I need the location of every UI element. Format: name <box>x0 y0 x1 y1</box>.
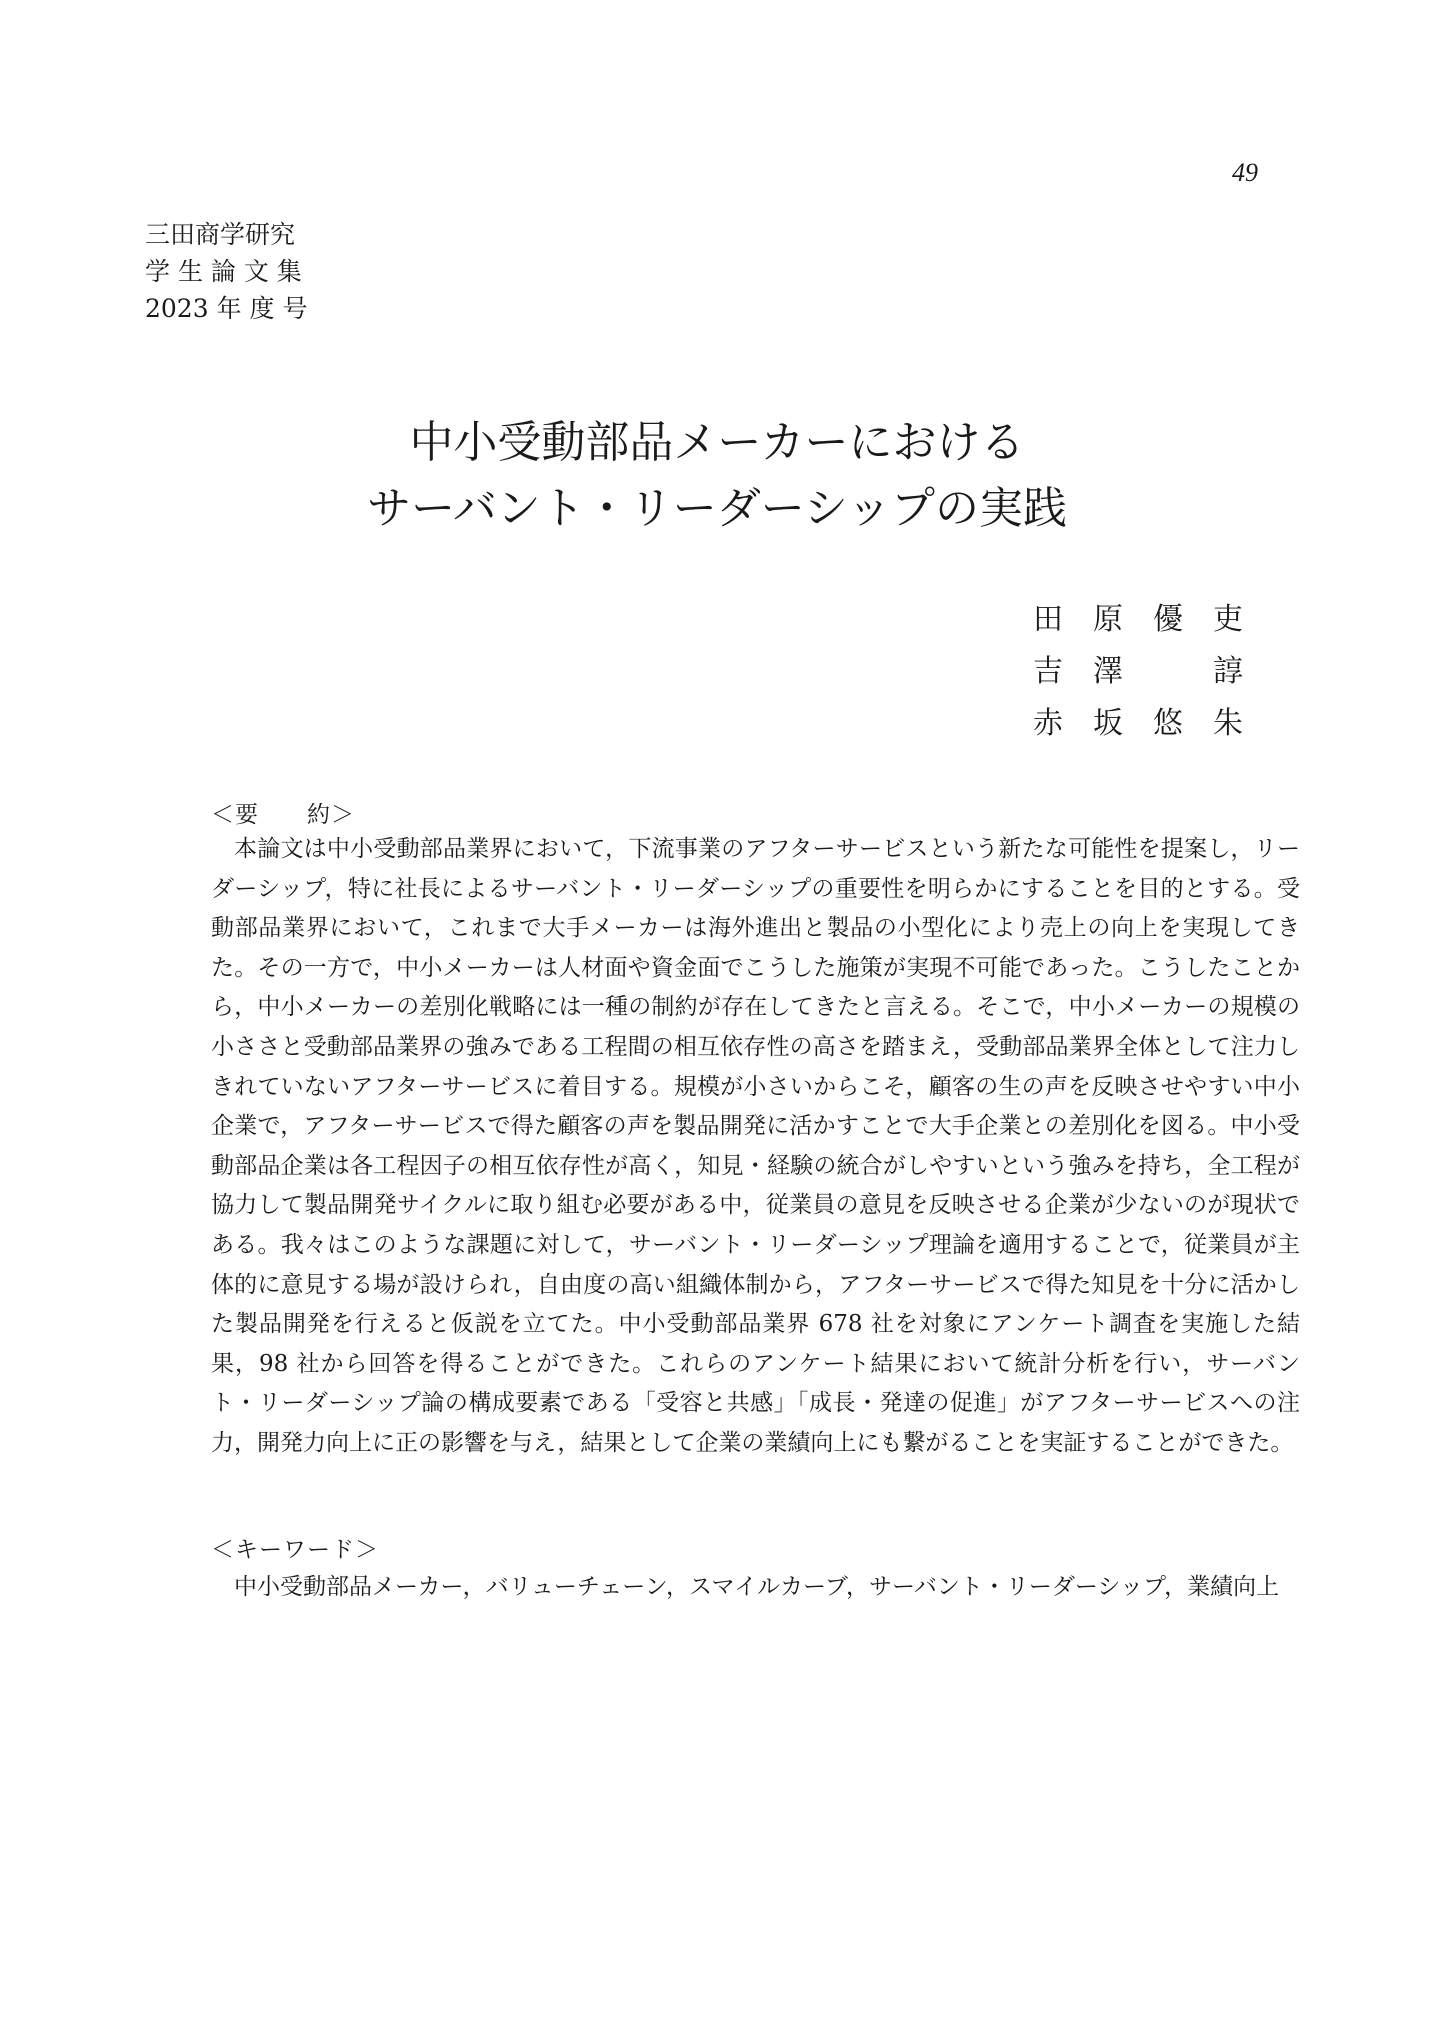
author-char: 赤 <box>1033 706 1063 741</box>
author-char: 澤 <box>1093 654 1123 689</box>
author-char <box>1138 646 1198 698</box>
author-2 <box>1018 646 1258 698</box>
keywords-heading: ＜キーワード＞ <box>211 1537 379 1563</box>
abstract-body: 本論文は中小受動部品業界において，下流事業のアフターサービスという新たな可能性を提案し，リーダーシップ，特に社長によるサーバント・リーダーシップの重要性を明らかにすることを目的とする。受動部品業界において，これまで大手メーカーは海外進出と製品の小型化により売上の向上を実現してきた。その一方で，中小メーカーは人材面や資金面でこうした施策が実現不可能であった。こうしたことから，中小メーカーの差別化戦略には一種の制約が存在してきたと言える。そこで，中小メーカーの規模の小ささと受動部品業界の強みである工程間の相互依存性の高さを踏まえ，受動部品業界全体として注力しきれていないアフターサービスに着目する。規模が小さいからこそ，顧客の生の声を反映させやすい中小企業で，アフターサービスで得た顧客の声を製品開発に活かすことで大手企業との差別化を図る。中小受動部品企業は各工程因子の相互依存性が高く，知見・経験の統合がしやすいという強みを持ち，全工程が協力して製品開発サイクルに取り組む必要がある中，従業員の意見を反映させる企業が少ないのが現状である。我々はこのような課題に対して，サーバント・リーダーシップ理論を適用することで，従業員が主体的に意見する場が設けられ，自由度の高い組織体制から，アフターサービスで得た知見を十分に活かした製品開発を行えると仮説を立てた。中小受動部品業界 678 社を対象にアンケート調査を実施した結果，98 社から回答を得ることができた。これらのアンケート結果において統計分析を行い，サーバント・リーダーシップ論の構成要素である「受容と共感」「成長・発達の促進」がアフターサービスへの注力，開発力向上に正の影響を与え，結果として企業の業績向上にも繋がることを実証することができた。 <box>211 836 1300 1456</box>
author-char: 坂 <box>1093 706 1123 741</box>
author-list <box>1018 594 1258 750</box>
paper-title <box>0 410 1434 542</box>
author-char: 原 <box>1093 602 1123 637</box>
abstract-heading: ＜要 約＞ <box>211 802 355 828</box>
journal-volume: 2023 年 度 号 <box>145 294 308 323</box>
journal-name: 三田商学研究 <box>145 220 296 249</box>
title-line-1: 中小受動部品メーカーにおける <box>409 417 1025 468</box>
author-3 <box>1018 698 1258 750</box>
author-char: 吏 <box>1213 602 1243 637</box>
author-char: 朱 <box>1213 706 1243 741</box>
author-1 <box>1018 594 1258 646</box>
author-char: 田 <box>1033 602 1063 637</box>
journal-info <box>145 216 307 327</box>
journal-series: 学 生 論 文 集 <box>145 257 302 286</box>
author-char: 吉 <box>1033 654 1063 689</box>
title-line-2: サーバント・リーダーシップの実践 <box>366 483 1068 534</box>
page-number: 49 <box>1232 158 1258 187</box>
keywords-body: 中小受動部品メーカー，バリューチェーン，スマイルカーブ，サーバント・リーダーシップ，業績向上 <box>234 1574 1280 1600</box>
author-char: 優 <box>1153 602 1183 637</box>
author-char: 諄 <box>1213 654 1243 689</box>
author-char: 悠 <box>1153 706 1183 741</box>
